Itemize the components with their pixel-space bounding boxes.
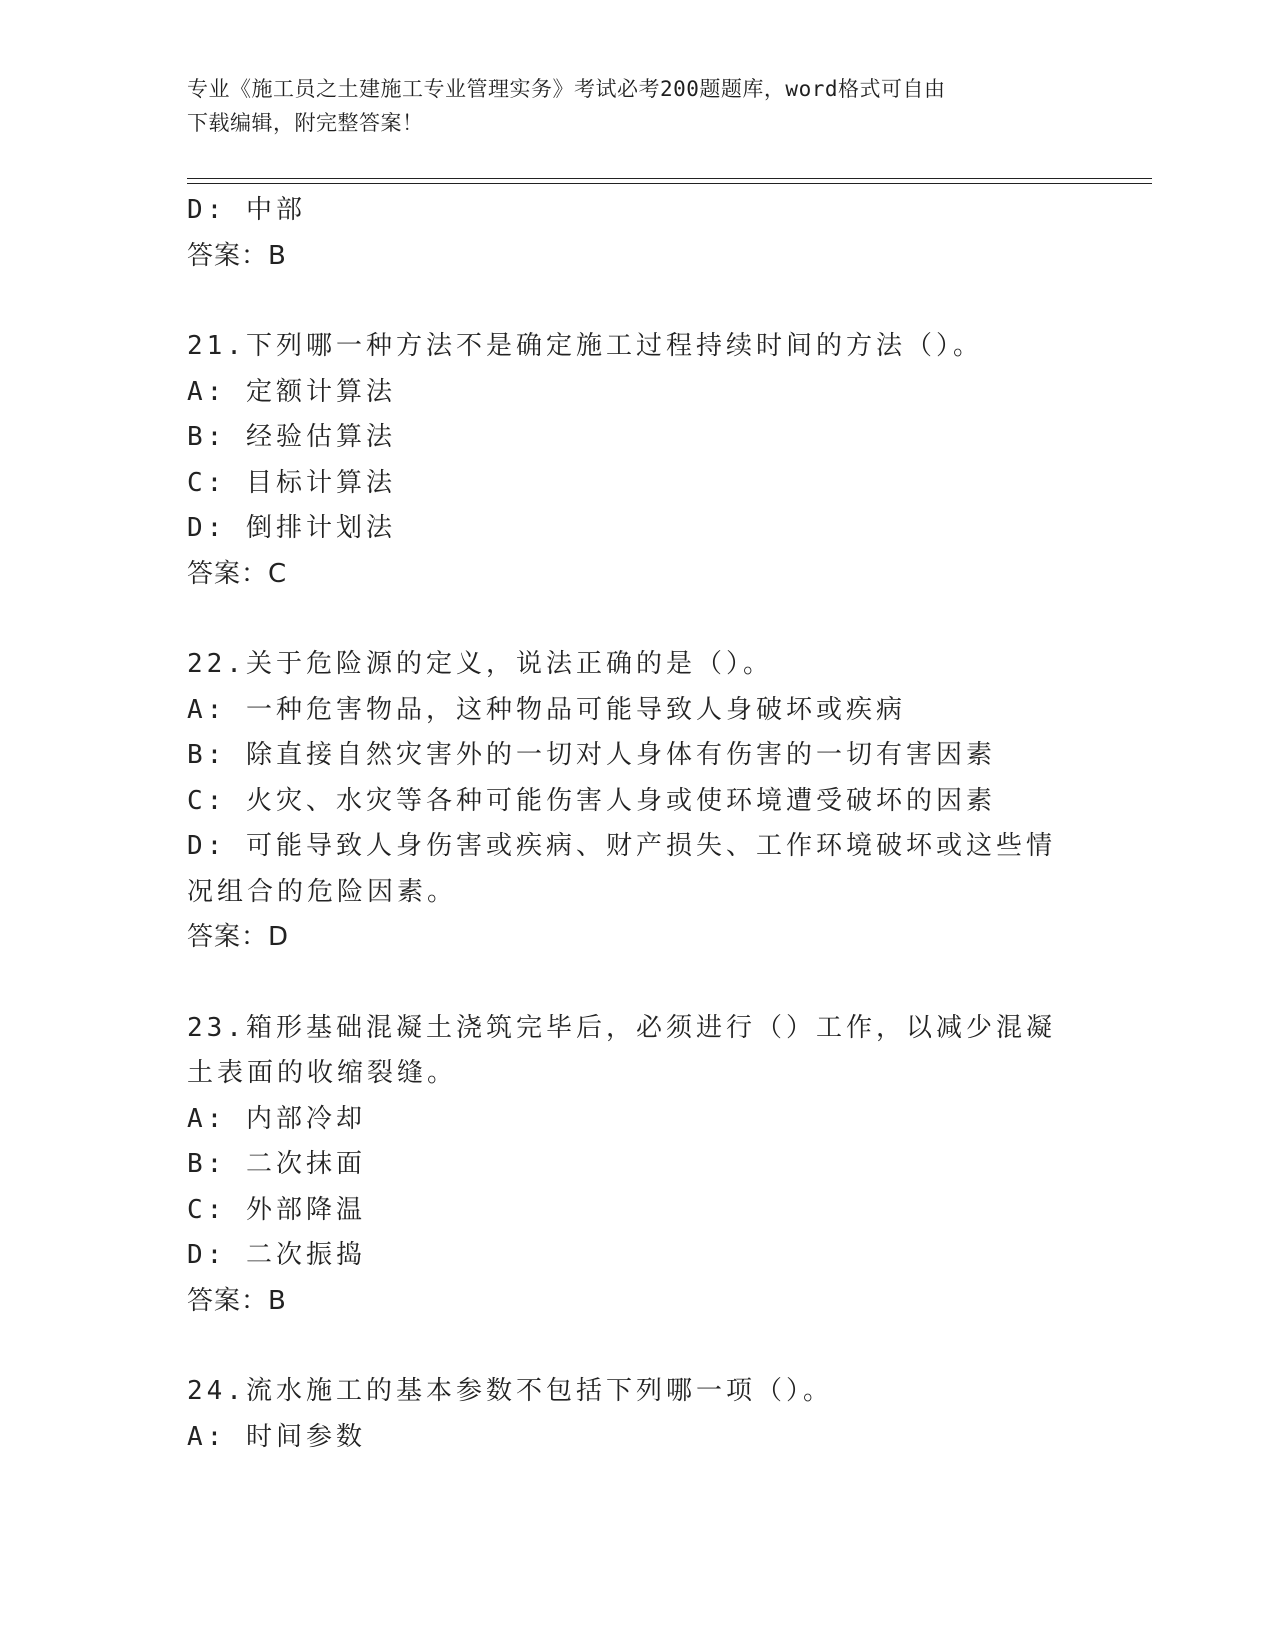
header-divider-bottom [187, 183, 1152, 184]
option-a: A: 定额计算法 [187, 376, 396, 407]
header-line-1: 专业《施工员之土建施工专业管理实务》考试必考200题题库，word格式可自由 [187, 77, 946, 101]
document-header [187, 72, 1067, 140]
answer-line: 答案：D [187, 922, 290, 952]
header-divider-top [187, 178, 1152, 179]
question-stem: 24.流水施工的基本参数不包括下列哪一项（）。 [187, 1376, 833, 1406]
answer-line: 答案：B [187, 240, 287, 271]
option-a: A: 时间参数 [187, 1421, 366, 1452]
question-22 [187, 642, 1087, 961]
header-line-2: 下载编辑，附完整答案！ [187, 111, 424, 135]
option-b: B: 除直接自然灾害外的一切对人身体有伤害的一切有害因素 [187, 740, 996, 770]
question-21 [187, 324, 1087, 597]
option-d: D: 倒排计划法 [187, 513, 396, 543]
option-c: C: 火灾、水灾等各种可能伤害人身或使环境遭受破坏的因素 [187, 785, 996, 816]
option-c: C: 外部降温 [187, 1194, 366, 1225]
option-d: D: 可能导致人身伤害或疾病、财产损失、工作环境破坏或这些情况组合的危险因素。 [187, 831, 1056, 907]
question-23 [187, 1006, 1087, 1325]
question-stem: 23.箱形基础混凝土浇筑完毕后，必须进行（）工作，以减少混凝土表面的收缩裂缝。 [187, 1012, 1056, 1088]
option-a: A: 一种危害物品，这种物品可能导致人身破坏或疾病 [187, 694, 906, 725]
answer-line: 答案：B [187, 1285, 287, 1316]
question-20-tail [187, 188, 1087, 279]
question-list [187, 188, 1087, 1460]
question-stem: 21.下列哪一种方法不是确定施工过程持续时间的方法（）。 [187, 331, 983, 361]
option-d: D: 二次振捣 [187, 1240, 366, 1270]
option-c: C: 目标计算法 [187, 467, 396, 498]
option-a: A: 内部冷却 [187, 1103, 366, 1134]
question-24 [187, 1369, 1087, 1460]
answer-line: 答案：C [187, 558, 288, 589]
question-stem: 22.关于危险源的定义，说法正确的是（）。 [187, 649, 773, 679]
option-b: B: 经验估算法 [187, 422, 396, 452]
option-b: B: 二次抹面 [187, 1149, 366, 1179]
option-d: D: 中部 [187, 195, 306, 225]
